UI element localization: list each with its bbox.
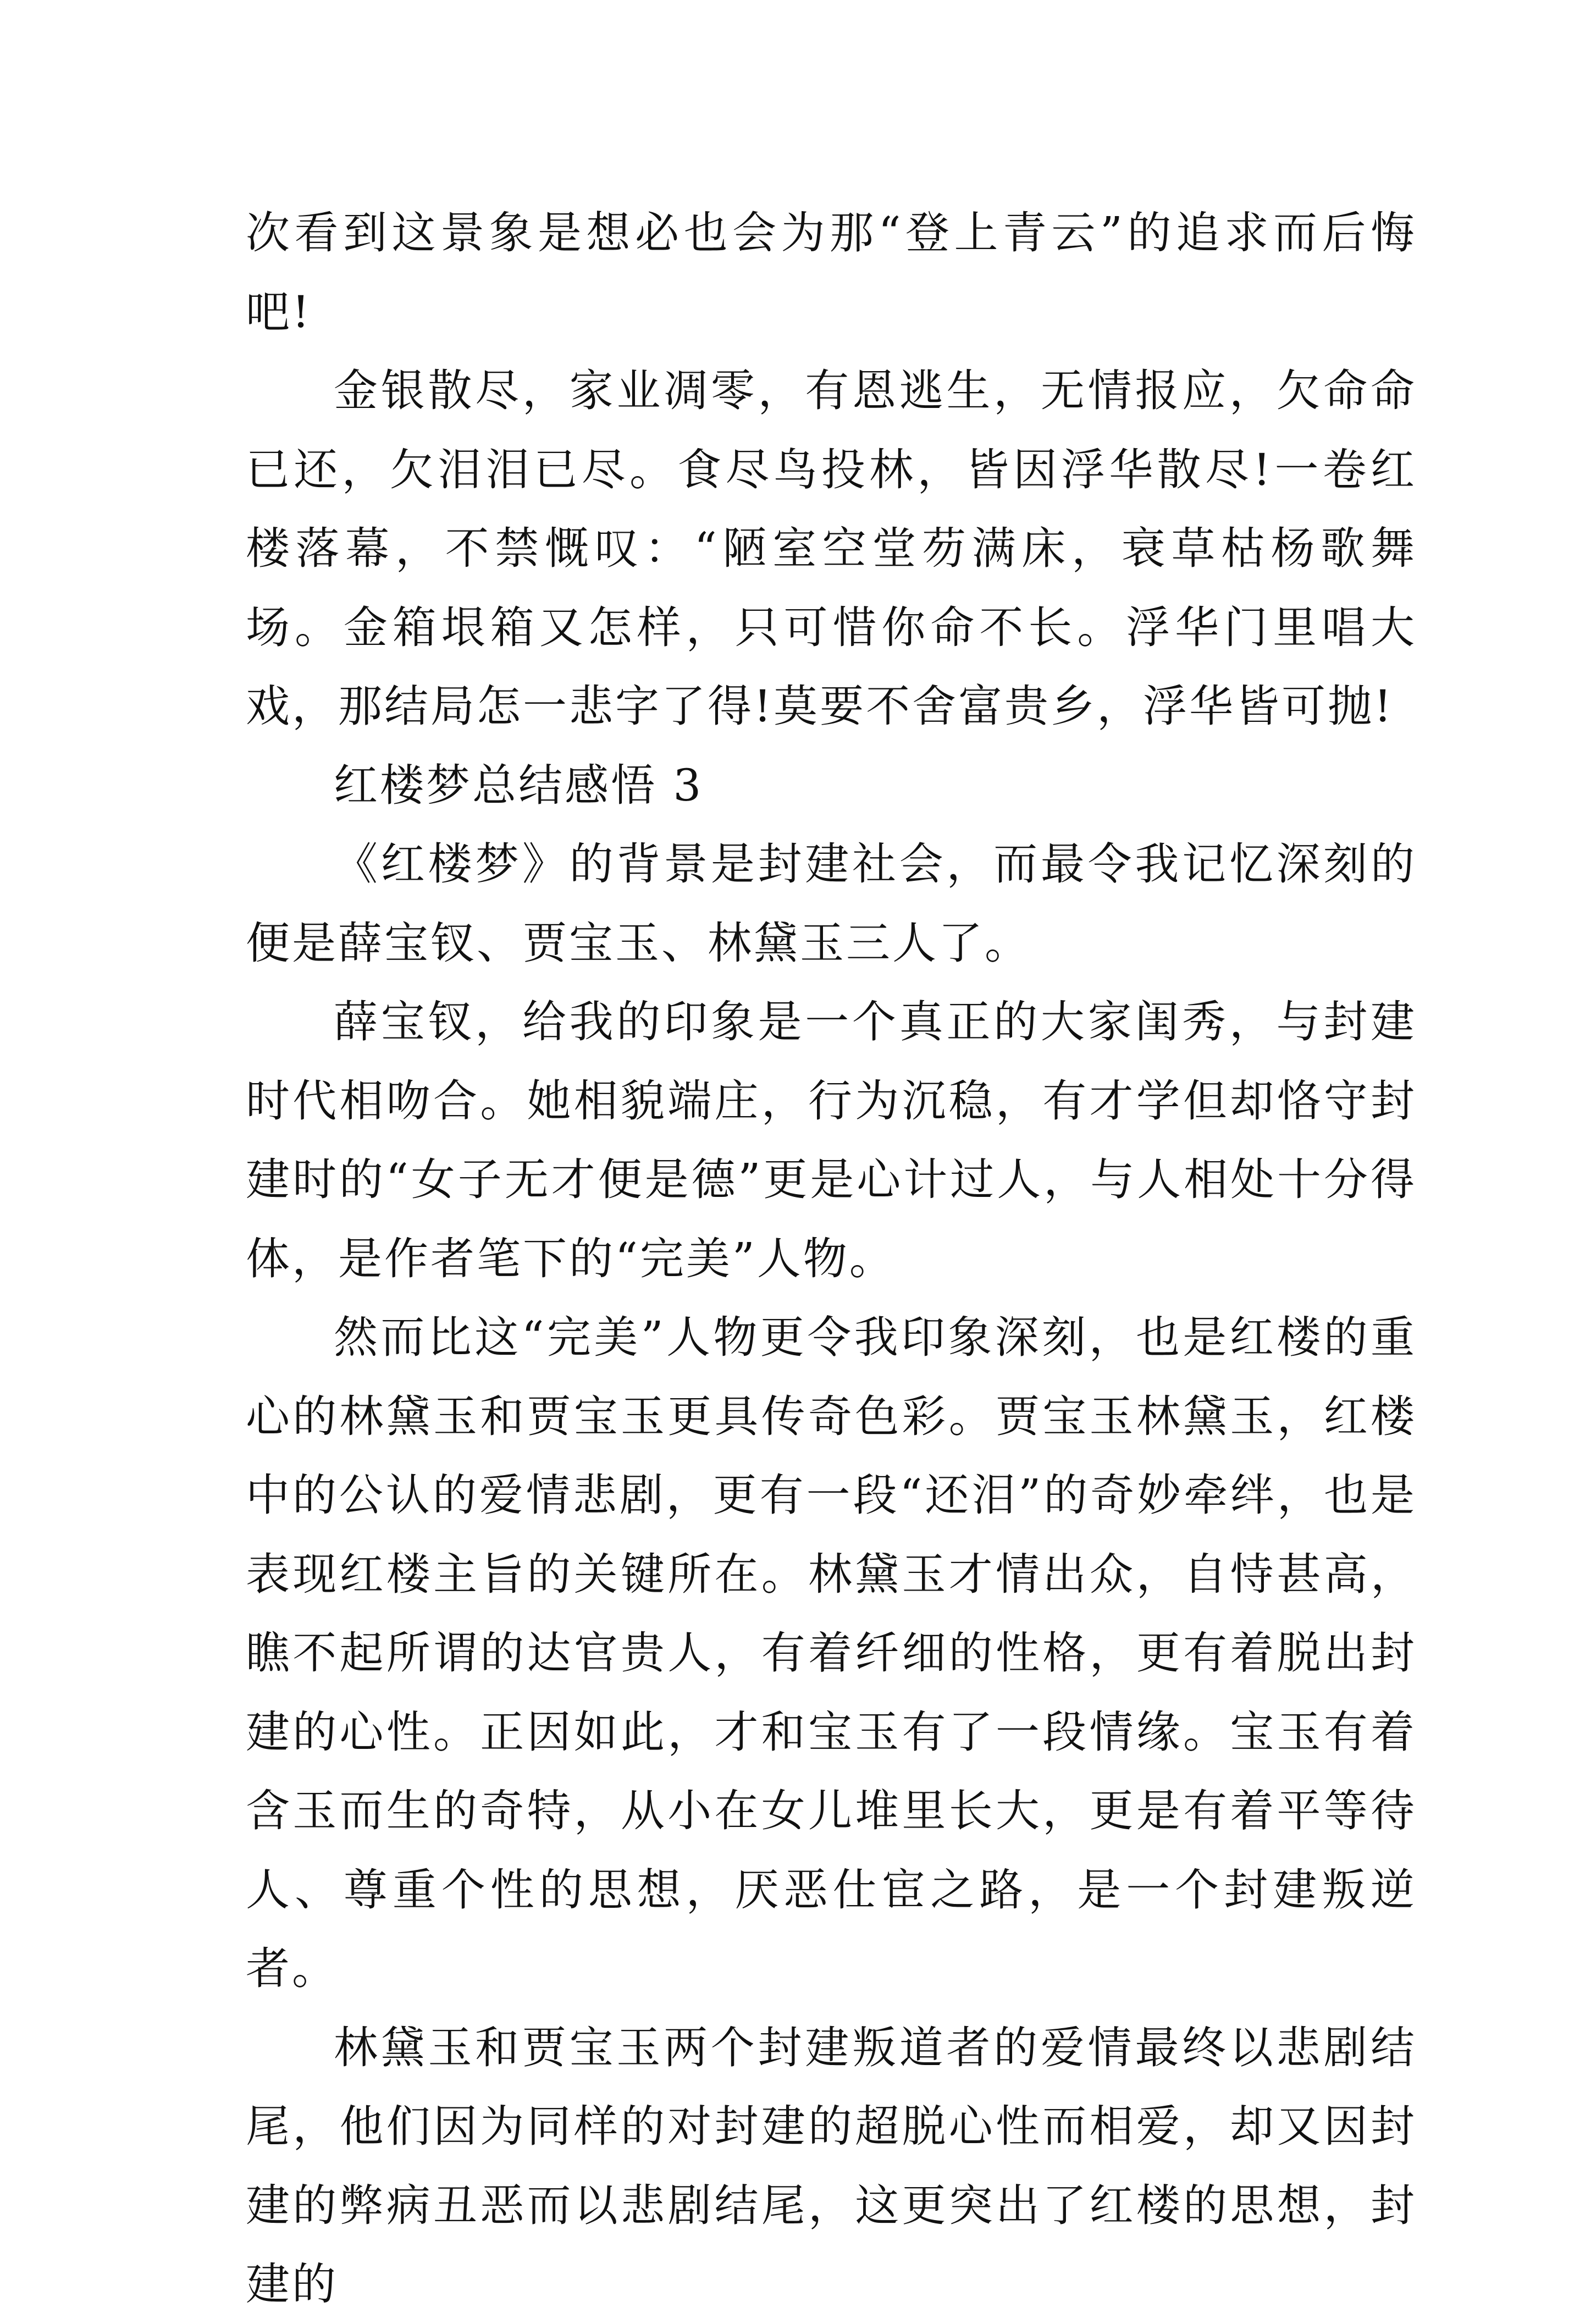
document-body [246, 194, 1417, 2324]
paragraph-daiyu-baoyu: 然而比这“完美”人物更令我印象深刻，也是红楼的重心的林黛玉和贾宝玉更具传奇色彩。贾宝玉林黛玉，红楼中的公认的爱情悲剧，更有一段“还泪”的奇妙牵绊，也是表现红楼主旨的关键所在。林黛玉才情出众，自恃甚高，瞧不起所谓的达官贵人，有着纤细的性格，更有着脱出封建的心性。正因如此，才和宝玉有了一段情缘。宝玉有着含玉而生的奇特，从小在女儿堆里长大，更是有着平等待人、尊重个性的思想，厌恶仕宦之路，是一个封建叛逆者。 [246, 1312, 1417, 1994]
paragraph-background: 《红楼梦》的背景是封建社会，而最令我记忆深刻的便是薛宝钗、贾宝玉、林黛玉三人了。 [246, 838, 1417, 969]
paragraph-baochai: 薛宝钗，给我的印象是一个真正的大家闺秀，与封建时代相吻合。她相貌端庄，行为沉稳，有才学但却恪守封建时的“女子无才便是德”更是心计过人，与人相处十分得体，是作者笔下的“完美”人物。 [246, 996, 1417, 1284]
section-heading: 红楼梦总结感悟 3 [334, 759, 704, 811]
paragraph-tragic-ending: 林黛玉和贾宝玉两个封建叛道者的爱情最终以悲剧结尾，他们因为同样的对封建的超脱心性而相爱，却又因封建的弊病丑恶而以悲剧结尾，这更突出了红楼的思想，封建的 [246, 2022, 1417, 2310]
paragraph-wealth-scattered: 金银散尽，家业凋零，有恩逃生，无情报应，欠命命已还，欠泪泪已尽。食尽鸟投林，皆因浮华散尽!一卷红楼落幕，不禁慨叹：“陋室空堂芴满床，衰草枯杨歌舞场。金箱垠箱又怎样，只可惜你命不长。浮华门里唱大戏，那结局怎一悲字了得!莫要不舍富贵乡，浮华皆可抛! [246, 365, 1417, 732]
paragraph-continuation: 次看到这景象是想必也会为那“登上青云”的追求而后悔吧! [246, 207, 1417, 338]
